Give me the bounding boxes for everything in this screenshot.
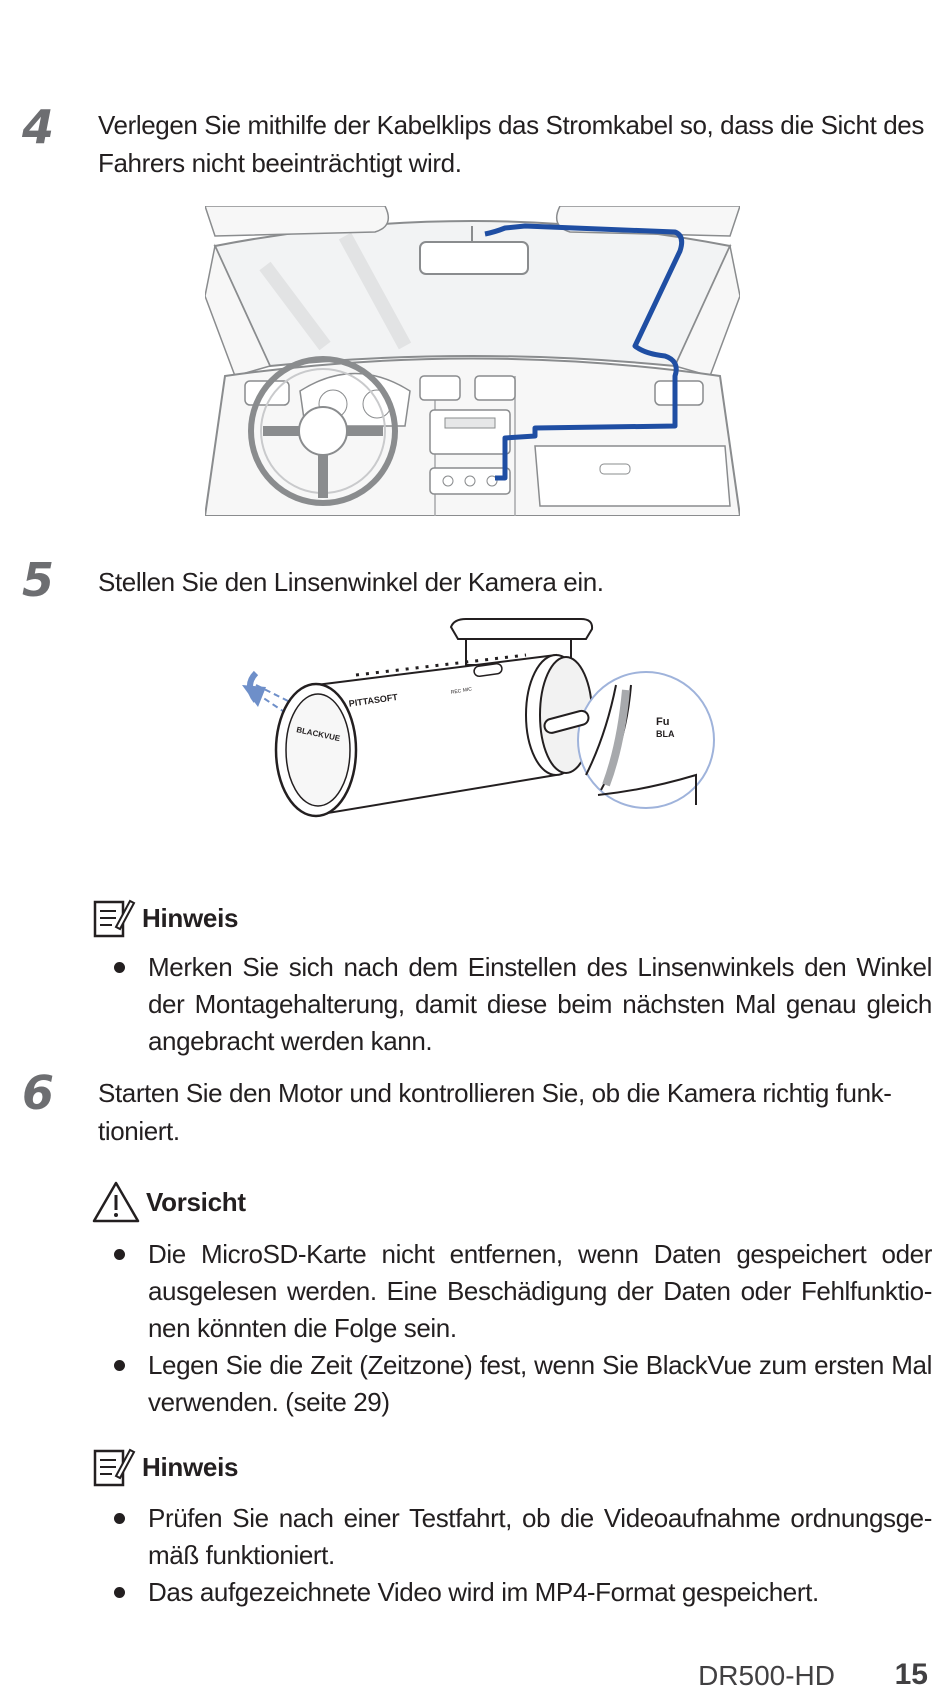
camera-maker-label: PITTASOFT — [348, 691, 399, 709]
zoom-brand-2: BLA — [656, 729, 675, 739]
step-4-text: Verlegen Sie mithilfe der Kabelklips das Stromkabel so, dass die Sicht des Fahrers nicht beeinträchtigt wird. — [98, 110, 924, 178]
list-item: Prüfen Sie nach einer Testfahrt, ob die Videoaufnahme ordnungsge- mäß funktioniert. — [110, 1500, 932, 1574]
list-item: Die MicroSD-Karte nicht entfernen, wenn Daten gespeichert oder ausgelesen werden. Eine Beschädigung der Daten oder Fehlfunktio- nen könnten die Folge sein. — [110, 1236, 932, 1347]
list-item: Merken Sie sich nach dem Einstellen des Linsenwinkels den Winkel der Montagehalterung, damit diese beim nächsten Mal genau gleich angebracht werden kann. — [110, 949, 932, 1060]
note-2-list — [110, 1500, 932, 1611]
camera-brand-label: BLACKVUE — [295, 725, 341, 744]
page-number: 15 — [894, 1658, 928, 1691]
list-item: Das aufgezeichnete Video wird im MP4-Format gespeichert. — [110, 1574, 932, 1611]
camera-lens-angle-illustration — [226, 615, 721, 865]
warning-triangle-icon — [92, 1180, 140, 1224]
rec-label: REC — [450, 688, 462, 696]
note-pencil-icon — [92, 897, 136, 939]
caution-list — [110, 1236, 932, 1421]
step-number-5: 5 — [22, 553, 55, 607]
list-item: Legen Sie die Zeit (Zeitzone) fest, wenn Sie BlackVue zum ersten Mal verwenden. (seite 29) — [110, 1347, 932, 1421]
step-6-text: Starten Sie den Motor und kontrollieren Sie, ob die Kamera richtig funk- tioniert. — [98, 1078, 892, 1146]
caution-heading — [92, 1180, 246, 1224]
rotate-arrow-icon — [242, 685, 266, 707]
step-number-6: 6 — [22, 1066, 55, 1120]
note-2-title: Hinweis — [142, 1451, 239, 1482]
note-1-title: Hinweis — [142, 902, 239, 933]
note-pencil-icon — [92, 1446, 136, 1488]
footer-model-name: DR500-HD — [698, 1660, 835, 1691]
step-5-text: Stellen Sie den Linsenwinkel der Kamera ein. — [98, 567, 604, 597]
note-1-list — [110, 949, 932, 1060]
caution-title: Vorsicht — [146, 1186, 246, 1217]
note-1-heading — [92, 897, 238, 939]
zoom-brand-1: Fu — [656, 716, 670, 728]
dashboard-cable-routing-illustration — [205, 206, 740, 516]
step-number-4: 4 — [22, 100, 55, 154]
note-2-heading — [92, 1446, 238, 1488]
mic-label: MIC — [462, 686, 473, 694]
